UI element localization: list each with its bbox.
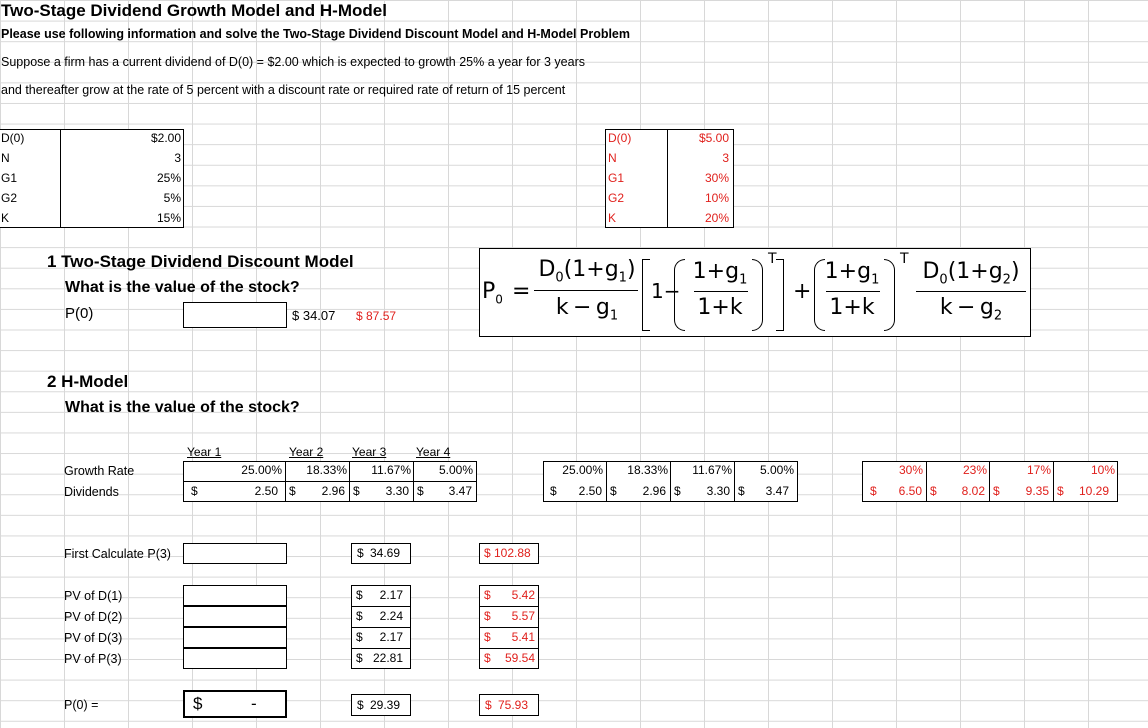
year-header: Year 4 [416,445,451,459]
pv-value: $ 5.57 [484,609,535,623]
pv-values-red [479,585,539,669]
pv-value: $ 2.17 [356,630,403,644]
pv-input[interactable] [183,648,287,669]
growth-rate-label: Growth Rate [64,464,135,478]
formula-plus: + [793,279,812,304]
subtitle: Please use following information and solve the Two-Stage Dividend Discount Model and H-Model Problem [1,27,630,41]
section2-heading: 2 H-Model [47,372,129,391]
pv-label: PV of D(2) [64,610,123,624]
p3-value-cell: $ 34.69 [351,543,411,564]
dividend-cell[interactable]: $ 8.02 [930,484,985,498]
first-calc-label: First Calculate P(3) [64,547,171,561]
pv-value: $ 59.54 [484,651,535,665]
dividend-cell[interactable]: $ 10.29 [1057,484,1109,498]
h-model-table-copy [543,461,799,503]
input-label: G1 [1,171,18,185]
pv-label: PV of D(1) [64,589,123,603]
input-label: D(0) [608,131,632,145]
pv-input[interactable] [183,627,287,648]
h-model-table-red [862,461,1119,503]
input-value[interactable]: 30% [704,171,729,185]
pv-value: $ 5.41 [484,630,535,644]
formula-one-minus: 1− [651,279,681,303]
pv-value: $ 2.17 [356,588,403,602]
p0-label: P(0) [65,305,94,322]
growth-rate-cell[interactable]: 17% [1026,463,1051,477]
input-value[interactable]: 20% [704,211,729,225]
growth-rate-cell[interactable]: 23% [962,463,987,477]
pv-input[interactable] [183,585,287,606]
dividend-cell[interactable]: $ 2.96 [289,484,345,498]
dividend-cell[interactable]: $ 2.50 [550,484,602,498]
growth-rate-cell[interactable]: 25.00% [241,463,282,477]
pv-label: PV of P(3) [64,652,122,666]
inputs-table-left [0,129,185,229]
p0-answer-input[interactable] [183,302,287,328]
input-value[interactable]: 25% [156,171,181,185]
growth-rate-cell[interactable]: 25.00% [562,463,603,477]
pv-value: $ 2.24 [356,609,403,623]
growth-rate-cell[interactable]: 11.67% [371,463,411,477]
section2-question: What is the value of the stock? [65,399,300,416]
formula-den1: $k - g_1$ [555,295,619,324]
growth-rate-cell[interactable]: 11.67% [692,463,732,477]
input-value[interactable]: 10% [704,191,729,205]
p3-red-cell: $ 102.88 [479,543,539,564]
intro-line-2: and thereafter grow at the rate of 5 percent with a discount rate or required rate of return of 15 percent [1,83,566,97]
dividend-cell[interactable]: $ 3.30 [674,484,730,498]
formula-frac2-den: 1+k [697,295,743,320]
input-label: K [1,211,10,225]
year-header: Year 2 [289,445,324,459]
formula-exp2: T [900,251,909,267]
p0-final-input[interactable]: $ - [183,690,287,718]
p0-final-value: $ 29.39 [351,694,411,716]
dividend-cell[interactable]: $ 3.47 [417,484,472,498]
growth-rate-cell[interactable]: 18.33% [306,463,347,477]
input-value[interactable]: 5% [163,191,181,205]
section1-question: What is the value of the stock? [65,279,300,296]
formula-exp: T [768,251,777,267]
formula-num4: $D_0(1+g_2)$ [922,259,1020,288]
page-title: Two-Stage Dividend Growth Model and H-Model [1,1,387,20]
inputs-table-right [605,129,735,229]
input-value[interactable]: 3 [722,151,729,165]
input-label: N [1,151,10,165]
input-label: G2 [608,191,625,205]
input-value[interactable]: 15% [156,211,181,225]
input-label: G2 [1,191,18,205]
section1-heading: 1 Two-Stage Dividend Discount Model [47,252,354,271]
input-value[interactable]: $2.00 [150,131,181,145]
year-header: Year 1 [187,445,222,459]
input-label: N [608,151,617,165]
formula-den4: $k - g_2$ [939,295,1003,324]
intro-line-1: Suppose a firm has a current dividend of D(0) = $2.00 which is expected to growth 25% a year for 3 years [1,55,585,69]
pv-values [351,585,411,669]
formula-frac3-den: 1+k [829,295,875,320]
growth-rate-cell[interactable]: 10% [1090,463,1115,477]
formula-frac2-num: $1+g_1$ [692,259,748,288]
p0-eq-label: P(0) = [64,698,99,712]
p3-input[interactable] [183,543,287,564]
year-header: Year 3 [352,445,387,459]
formula-box [479,248,1031,337]
h-model-table [183,461,477,503]
growth-rate-cell[interactable]: 5.00% [759,463,794,477]
dividend-cell[interactable]: $ 9.35 [993,484,1049,498]
growth-rate-cell[interactable]: 5.00% [438,463,473,477]
dividend-cell[interactable]: $ 2.50 [191,484,278,498]
input-value[interactable]: $5.00 [698,131,729,145]
dividend-cell[interactable]: $ 2.96 [610,484,666,498]
pv-value: $ 5.42 [484,588,535,602]
dividend-cell[interactable]: $ 3.47 [738,484,789,498]
input-label: K [608,211,617,225]
formula-frac3-num: $1+g_1$ [824,259,880,288]
formula-p: $P_0$ [482,279,503,307]
formula-eq: = [512,279,531,304]
pv-input[interactable] [183,606,287,627]
dividend-cell[interactable]: $ 3.30 [353,484,409,498]
p0-final-red: $ 75.93 [479,694,539,716]
input-label: D(0) [1,131,25,145]
p0-answer-value: $ 34.07 [292,308,336,323]
growth-rate-cell[interactable]: 18.33% [627,463,668,477]
dividends-label: Dividends [64,485,119,499]
p0-answer-red: $ 87.57 [356,309,397,323]
dividend-cell[interactable]: $ 6.50 [870,484,922,498]
pv-value: $ 22.81 [356,651,403,665]
pv-label: PV of D(3) [64,631,123,645]
input-label: G1 [608,171,625,185]
growth-rate-cell[interactable]: 30% [898,463,923,477]
formula-num1: $D_0(1+g_1)$ [538,257,636,286]
input-value[interactable]: 3 [174,151,181,165]
